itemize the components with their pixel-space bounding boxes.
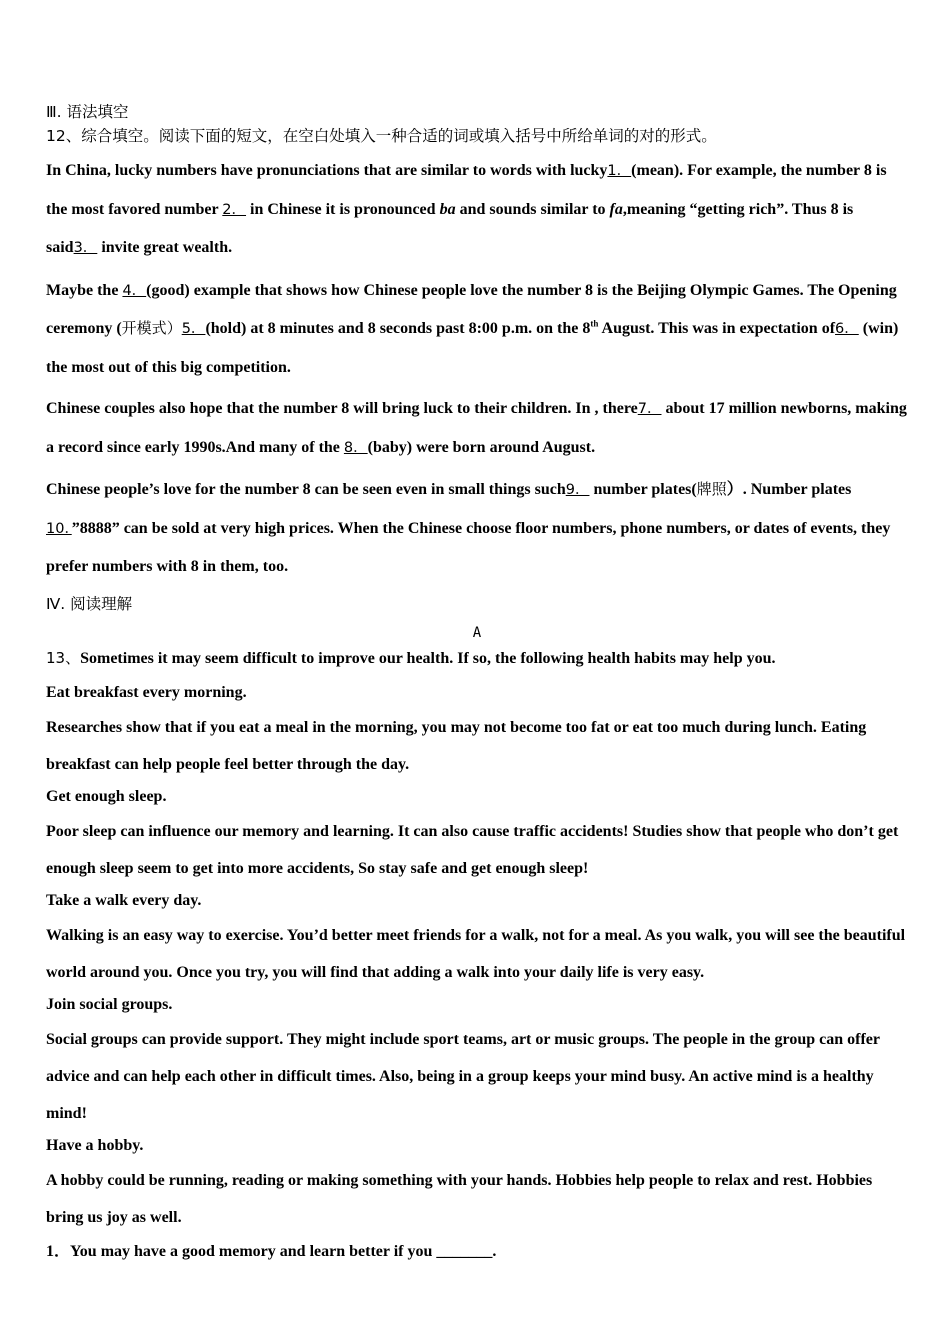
habit-heading-walk: Take a walk every day. bbox=[46, 891, 202, 909]
blank-10[interactable]: 10． bbox=[46, 520, 72, 537]
question-1-text: You may have a good memory and learn better if you _______. bbox=[70, 1242, 497, 1260]
blank-9[interactable]: 9． bbox=[565, 482, 590, 498]
habit-paragraph-sleep: Poor sleep can influence our memory and learning. It can also cause traffic accidents! Studies show that people who don’t get enough sleep seem to get into more accidents, So stay safe and get enough sleep! bbox=[46, 822, 899, 877]
cloze-paragraph-2: Maybe the 4．(good) example that shows how Chinese people love the number 8 is the Beijing Olympic Games. The Opening ceremony (开模式）5．(hold) at 8 minutes and 8 seconds past 8:00 p.m. on the 8th August. This was in expectation of6． (win) the most out of this big competition. bbox=[46, 281, 899, 376]
blank-1[interactable]: 1． bbox=[607, 163, 632, 179]
habit-heading-sleep: Get enough sleep. bbox=[46, 787, 167, 805]
section-4-title: Ⅳ. 阅读理解 bbox=[46, 594, 133, 613]
question-1 bbox=[46, 1240, 908, 1264]
cloze-paragraph-3: Chinese couples also hope that the number 8 will bring luck to their children. In , there7． about 17 million newborns, making a record since early 1990s.And many of the 8．(baby) were born around August. bbox=[46, 400, 907, 456]
habit-heading-social: Join social groups. bbox=[46, 995, 173, 1013]
blank-3[interactable]: 3． bbox=[73, 240, 98, 256]
question-12-number: 12、 bbox=[46, 127, 82, 145]
section-3-title: Ⅲ. 语法填空 bbox=[46, 103, 129, 121]
habit-paragraph-walk: Walking is an easy way to exercise. You’d better meet friends for a walk, not for a meal. As you walk, you will see the beautiful world around you. Once you try, you will find that adding a walk into your daily life is very easy. bbox=[46, 926, 906, 981]
habit-paragraph-social: Social groups can provide support. They might include sport teams, art or music groups. The people in the group can offer advice and can help each other in difficult times. Also, being in a group keeps your mind busy. An active mind is a healthy mind! bbox=[46, 1030, 880, 1122]
passage-label-a: A bbox=[472, 624, 482, 641]
question-13-number: 13、 bbox=[46, 648, 81, 667]
blank-7[interactable]: 7． bbox=[637, 401, 662, 417]
blank-2[interactable]: 2． bbox=[222, 201, 247, 218]
blank-5[interactable]: 5． bbox=[181, 321, 206, 337]
question-12-heading bbox=[46, 124, 908, 148]
blank-8[interactable]: 8． bbox=[343, 439, 368, 456]
question-1-number: 1． bbox=[46, 1242, 71, 1260]
blank-6[interactable]: 6． bbox=[835, 321, 859, 337]
habit-heading-breakfast: Eat breakfast every morning. bbox=[46, 683, 247, 701]
habit-heading-hobby: Have a hobby. bbox=[46, 1136, 144, 1154]
question-13-intro: 13、Sometimes it may seem difficult to improve our health. If so, the following health habits may help you. bbox=[46, 648, 776, 667]
worksheet-page bbox=[46, 100, 908, 1264]
question-12-instruction: 综合填空。阅读下面的短文，在空白处填入一种合适的词或填入括号中所给单词的对的形式。 bbox=[81, 127, 717, 145]
habit-paragraph-breakfast: Researches show that if you eat a meal in the morning, you may not become too fat or eat too much during lunch. Eating breakfast can help people feel better through the day. bbox=[46, 718, 867, 773]
blank-4[interactable]: 4． bbox=[122, 282, 147, 299]
cloze-paragraph-1: In China, lucky numbers have pronunciations that are similar to words with lucky1．(mean). For example, the number 8 is the most favored number 2． in Chinese it is pronounced ba and sounds similar to fa,meaning “getting rich”. Thus 8 is said3． invite great wealth. bbox=[46, 162, 887, 256]
habit-paragraph-hobby: A hobby could be running, reading or making something with your hands. Hobbies help people to relax and rest. Hobbies bring us joy as well. bbox=[46, 1171, 873, 1226]
cloze-paragraph-4: Chinese people’s love for the number 8 can be seen even in small things such9． number plates(牌照）. Number plates 10．”8888” can be sold at very high prices. When the Chinese choose floor numbers, phone numbers, or dates of events, they prefer numbers with 8 in them, too. bbox=[46, 480, 891, 575]
